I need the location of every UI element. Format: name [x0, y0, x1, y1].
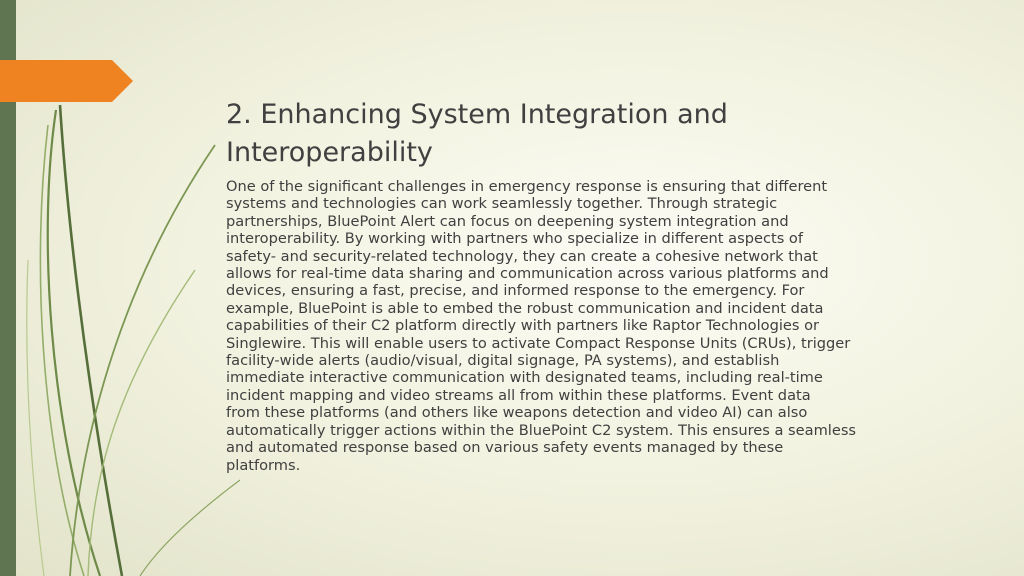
slide-content	[226, 96, 1006, 474]
slide-body-text: One of the significant challenges in emergency response is ensuring that different systems and technologies can work seamlessly together. Through strategic partnerships, BluePoint Alert can focus on deepening system integration and interoperability. By working with partners who specialize in different aspects of safety- and security-related technology, they can create a cohesive network that allows for real-time data sharing and communication across various platforms and devices, ensuring a fast, precise, and informed response to the emergency. For example, BluePoint is able to embed the robust communication and incident data capabilities of their C2 platform directly with partners like Raptor Technologies or Singlewire. This will enable users to activate Compact Response Units (CRUs), trigger facility-wide alerts (audio/visual, digital signage, PA systems), and establish immediate interactive communication with designated teams, including real-time incident mapping and video streams all from within these platforms. Event data from these platforms (and others like weapons detection and video AI) can also automatically trigger actions within the BluePoint C2 system. This ensures a seamless and automated response based on various safety events managed by these platforms.	[226, 178, 857, 474]
slide-title: 2. Enhancing System Integration and Interoperability	[226, 99, 728, 168]
orange-tab-marker	[0, 60, 133, 102]
